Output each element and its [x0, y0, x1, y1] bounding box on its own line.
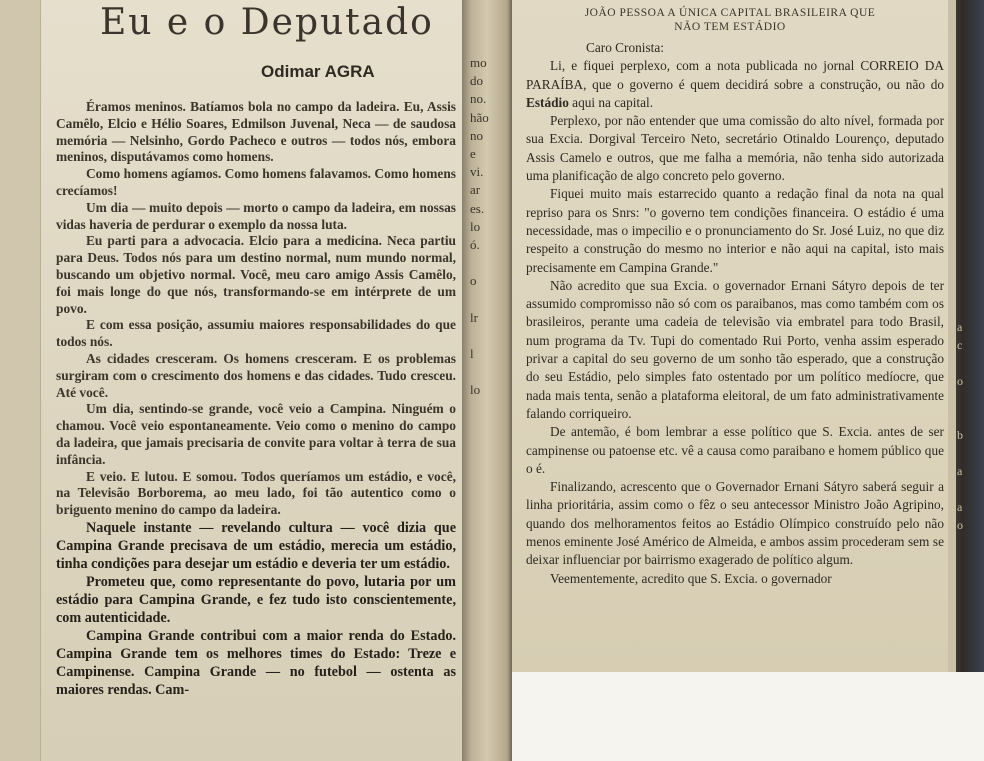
- edge-text-fragments: [957, 318, 963, 534]
- cut-text-fragment: lo: [470, 382, 481, 398]
- article-paragraph: Éramos meninos. Batíamos bola no campo da ladeira. Eu, Assis Camêlo, Elcio e Hélio Soares, Edmilson Juvenal, Neca — de saudosa memória — Nelsinho, Gordo Pacheco e outros — todos nós, embora meninos, disputávamos como homens.: [56, 99, 456, 165]
- letter-paragraph: Finalizando, acrescento que o Governador Ernani Sátyro saberá seguir a linha prioritária, assim como o fêz o seu antecessor Ministro João Agripino, quando dos melhoramentos feitos ao Estádio Olímpico construído pelo não menos eminente José Américo de Almeida, e ambos assim procederam sem se deixar influenciar por bairrismo exagerado de político algum.: [526, 479, 944, 568]
- letter-paragraph: Fiquei muito mais estarrecido quanto a redação final da nota na qual repriso para os Snrs: "o governo tem condições financeira. O estádio é uma necessidade, mas o impecilio e o pronunciamento do Sr. José Luiz, no que diz respeito a construção do mesmo no interior e não aqui na capital, isto mais precisamente em Campina Grande.": [526, 186, 944, 275]
- cut-text-fragment: vi.: [470, 164, 484, 180]
- edge-text-fragment: a: [957, 320, 963, 334]
- cut-text-fragment: no.: [470, 91, 487, 107]
- letter-paragraph: Veementemente, acredito que S. Excia. o governador: [550, 570, 832, 586]
- article-paragraph: Um dia, sentindo-se grande, você veio a Campina. Ninguém o chamou. Você veio espontaneamente. Veio como o menino do campo da ladeira, que jamais precisaria de convite para voltar à terra de sua infância.: [56, 401, 456, 467]
- article-paragraph: As cidades cresceram. Os homens cresceram. E os problemas surgiram com o crescimento dos homens e das cidades. Tudo cresceu. Até você.: [56, 350, 456, 400]
- clipping-seam: [462, 0, 512, 761]
- cut-text-fragment: o: [470, 273, 477, 289]
- article-paragraph: Um dia — muito depois — morto o campo da ladeira, em nossas vidas haveria de perdurar o exemplo da nossa luta.: [56, 199, 456, 232]
- article-paragraph: E veio. E lutou. E somou. Todos queríamos um estádio, e você, na Televisão Borborema, ao meu lado, foi tão autentico como o briguento menino do campo da ladeira.: [56, 468, 456, 518]
- edge-text-fragment: a: [957, 500, 963, 514]
- letter-paragraph: Não acredito que sua Excia. o governador Ernani Sátyro depois de ter assumido compromisso não só com os paraibanos, mas como também com os brasileiros, perante uma cadeia de televisão via embratel para todo Brasil, num programa da Tv. Tupi do comentado Rui Porto, venha assim esperado privar a capital do seu governo de um sonho tão esperado, que a construção do seu Estádio, pelo simples fato ostentado por um político medíocre, que nada mais tenta, senão a plataforma eleitoral, de um fato administrativamente falando corriqueiro.: [526, 277, 944, 421]
- article-paragraph: Naquele instante — revelando cultura — você dizia que Campina Grande precisava de um estádio, merecia um estádio, tinha condições para desejar um estádio e deveria ter um estádio.: [56, 519, 456, 572]
- cut-text-fragment: no: [470, 127, 483, 143]
- cut-text-fragment: l: [470, 346, 474, 361]
- cut-text-fragment: [470, 290, 510, 308]
- article-paragraph: Como homens agíamos. Como homens falavamos. Como homens crecíamos!: [56, 166, 456, 198]
- letter-paragraph: Perplexo, por não entender que uma comissão do alto nível, formada por sua Excia. Dorgival Terceiro Neto, secretário Otinaldo Lourenço, deputado Assis Camelo e outros, que me falha a memória, não tenha sido autorizada uma planificação de algo concreto pelo governo.: [526, 113, 944, 184]
- cut-text-fragment: ó.: [470, 236, 480, 252]
- edge-text-fragment: [957, 444, 963, 462]
- article-paragraph: Campina Grande contribui com a maior renda do Estado. Campina Grande tem os melhores times do Estado: Treze e Campinense. Campina Grande — no futebol — ostenta as maiores rendas. Cam-: [56, 627, 456, 698]
- adjacent-paper-edge: [948, 0, 956, 672]
- article-paragraph: Eu parti para a advocacia. Elcio para a medicina. Neca partiu para Deus. Todos nós para um destino normal, num mundo normal, buscando um objetivo normal. Você, meu caro amigo Assis Camêlo, foi mais longe do que nós, transformando-se em intérprete de um povo.: [56, 233, 456, 316]
- left-newspaper-clipping: [0, 0, 462, 761]
- article-heading-line: NÃO TEM ESTÁDIO: [674, 21, 786, 33]
- article-joao-pessoa-estadio: [512, 0, 948, 672]
- cut-text-fragment: e: [470, 145, 476, 161]
- article-eu-e-o-deputado: [44, 0, 462, 761]
- letter-body: [526, 39, 944, 588]
- cut-text-fragment: mo: [470, 55, 487, 70]
- left-clipping-edge: [0, 0, 41, 761]
- edge-text-fragment: [957, 408, 963, 426]
- cut-text-fragment: do: [470, 73, 483, 89]
- article-heading-line: JOÃO PESSOA A ÚNICA CAPITAL BRASILEIRA QUE: [584, 7, 876, 19]
- letter-text: aqui na capital.: [568, 94, 654, 110]
- cut-text-fragment: [470, 254, 510, 272]
- letter-paragraph: De antemão, é bom lembrar a esse político que S. Excia. antes de ser campinense ou patoense etc. vê a causa como paraibano e homem público que o é.: [526, 424, 944, 476]
- edge-text-fragment: b: [957, 428, 963, 442]
- article-paragraph: Prometeu que, como representante do povo, lutaria por um estádio para Campina Grande, e fez tudo isto conscientemente, com autenticidade.: [56, 573, 456, 626]
- blank-background: [512, 672, 984, 761]
- right-newspaper-clipping: [512, 0, 948, 672]
- edge-text-fragment: a: [957, 464, 963, 478]
- edge-text-fragment: c: [957, 338, 963, 352]
- cut-text-fragment: es.: [470, 200, 485, 216]
- cut-text-fragments: [470, 54, 510, 400]
- letter-salutation: Caro Cronista:: [586, 40, 664, 55]
- article-body: [56, 99, 456, 699]
- article-title: Eu e o Deputado: [100, 2, 434, 43]
- letter-bold-text: Estádio: [526, 94, 569, 110]
- edge-text-fragment: o: [957, 518, 963, 532]
- article-heading: [512, 6, 948, 34]
- cut-text-fragment: lo: [470, 218, 481, 234]
- cut-text-fragment: hão: [470, 109, 489, 125]
- edge-text-fragment: [957, 390, 963, 408]
- letter-text: Li, e fiquei perplexo, com a nota publicada no jornal CORREIO DA PARAÍBA, que o governo é quem decidirá sobre a construção, ou não do: [526, 58, 944, 92]
- cut-text-fragment: [470, 363, 510, 381]
- letter-paragraph: [526, 57, 944, 112]
- edge-text-fragment: o: [957, 374, 963, 388]
- cut-text-fragment: lr: [470, 309, 478, 325]
- edge-text-fragment: [957, 354, 963, 372]
- cut-text-fragment: [470, 327, 510, 345]
- article-paragraph: E com essa posição, assumiu maiores responsabilidades do que todos nós.: [56, 317, 456, 350]
- edge-text-fragment: [957, 480, 963, 498]
- cut-text-fragment: ar: [470, 182, 481, 198]
- article-author: Odimar AGRA: [261, 62, 375, 81]
